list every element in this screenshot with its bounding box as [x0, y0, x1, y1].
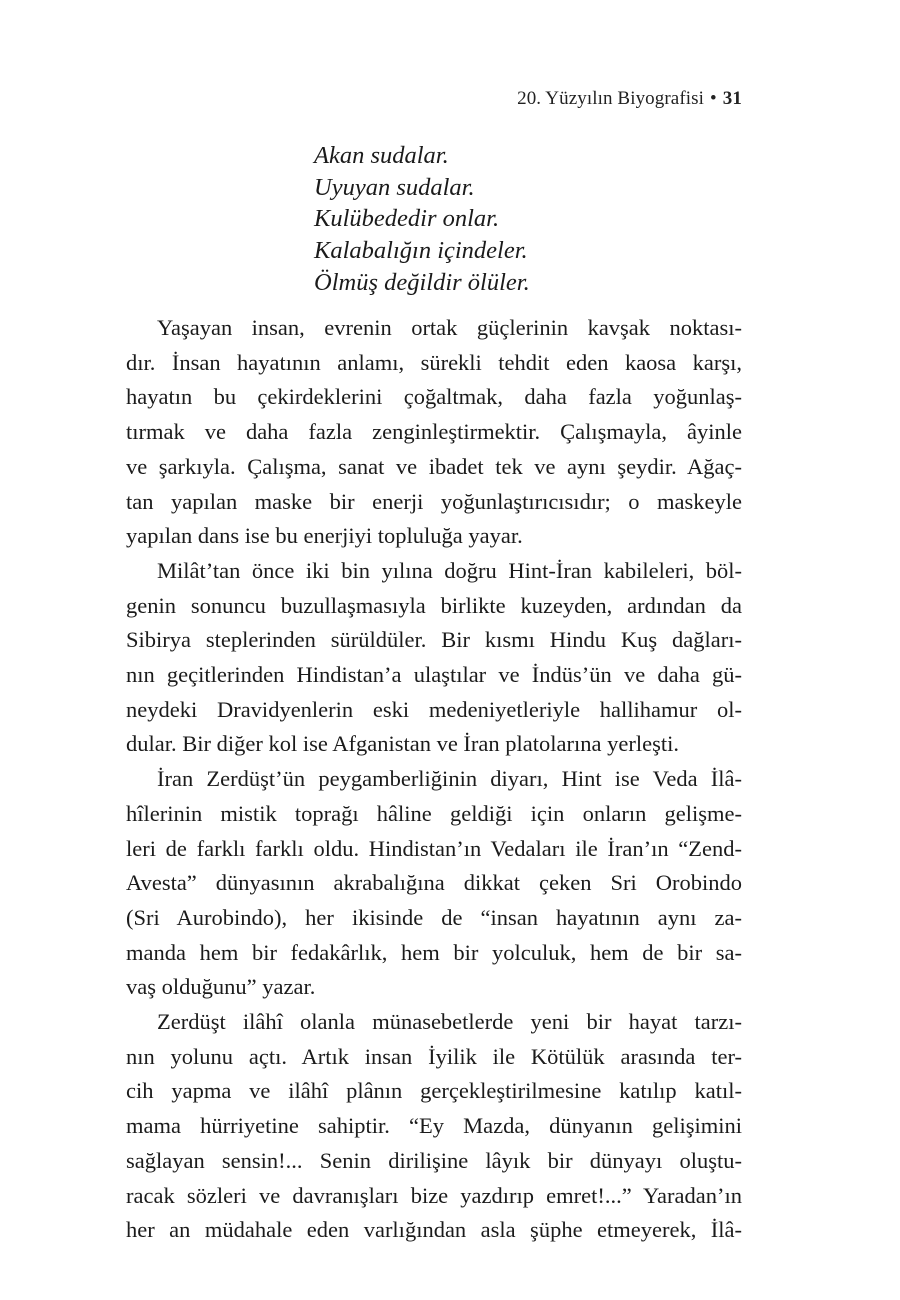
- header-separator: •: [710, 88, 717, 109]
- poem-line: Kalabalığın içindeler.: [314, 237, 528, 265]
- text-line: genin sonuncu buzullaşmasıyla birlikte kuzeyden, ardından da: [126, 592, 742, 618]
- text-line: Zerdüşt ilâhî olanla münasebetlerde yeni bir hayat tarzı-: [157, 1009, 742, 1035]
- text-line: Yaşayan insan, evrenin ortak güçlerinin kavşak noktası-: [157, 315, 742, 340]
- text-line: dular. Bir diğer kol ise Afganistan ve İran platolarına yerleşti.: [126, 731, 679, 757]
- text-line: Avesta” dünyasının akrabalığına dikkat çeken Sri Orobindo: [126, 870, 742, 896]
- poem-line: Uyuyan sudalar.: [314, 173, 475, 201]
- text-line: dır. İnsan hayatının anlamı, sürekli tehdit eden kaosa karşı,: [126, 349, 742, 375]
- running-title: 20. Yüzyılın Biyografisi: [517, 88, 705, 109]
- text-line: neydeki Dravidyenlerin eski medeniyetleriyle hallihamur ol-: [126, 696, 742, 722]
- text-line: Milât’tan önce iki bin yılına doğru Hint-İran kabileleri, böl-: [157, 557, 742, 583]
- text-line: nın yolunu açtı. Artık insan İyilik ile Kötülük arasında ter-: [126, 1043, 742, 1069]
- text-line: cih yapma ve ilâhî plânın gerçekleştirilmesine katılıp katıl-: [126, 1078, 742, 1104]
- text-line: manda hem bir fedakârlık, hem bir yolculuk, hem de bir sa-: [126, 939, 742, 965]
- running-header: [517, 88, 742, 110]
- paragraph: [126, 554, 742, 762]
- text-line: hayatın bu çekirdeklerini çoğaltmak, daha fazla yoğunlaş-: [126, 384, 742, 410]
- text-line: Sibirya steplerinden sürüldüler. Bir kısmı Hindu Kuş dağları-: [126, 627, 742, 653]
- text-line: yapılan dans ise bu enerjiyi topluluğa yayar.: [126, 523, 523, 549]
- text-line: tırmak ve daha fazla zenginleştirmektir. Çalışmayla, âyinle: [126, 419, 742, 445]
- poem-line: Akan sudalar.: [314, 142, 449, 169]
- text-line: nın geçitlerinden Hindistan’a ulaştılar ve İndüs’ün ve daha gü-: [126, 662, 742, 688]
- paragraph: [126, 311, 742, 554]
- text-line: vaş olduğunu” yazar.: [126, 974, 316, 1000]
- paragraph: [126, 762, 742, 1005]
- poem-line: Ölmüş değildir ölüler.: [314, 268, 530, 296]
- text-line: ve şarkıyla. Çalışma, sanat ve ibadet tek ve aynı şeydir. Ağaç-: [126, 453, 742, 479]
- page-number: 31: [722, 88, 742, 109]
- text-line: hîlerinin mistik toprağı hâline geldiği için onların gelişme-: [126, 800, 742, 826]
- text-line: İran Zerdüşt’ün peygamberliğinin diyarı, Hint ise Veda İlâ-: [157, 766, 742, 792]
- text-line: (Sri Aurobindo), her ikisinde de “insan hayatının aynı za-: [126, 904, 742, 930]
- text-line: mama hürriyetine sahiptir. “Ey Mazda, dünyanın gelişimini: [126, 1113, 742, 1139]
- text-line: tan yapılan maske bir enerji yoğunlaştırıcısıdır; o maskeyle: [126, 488, 742, 514]
- poem-quote: [314, 140, 530, 299]
- text-line: her an müdahale eden varlığından asla şüphe etmeyerek, İlâ-: [126, 1217, 742, 1243]
- text-line: racak sözleri ve davranışları bize yazdırıp emret!...” Yaradan’ın: [126, 1182, 742, 1208]
- text-line: sağlayan sensin!... Senin dirilişine lâyık bir dünyayı oluştu-: [126, 1147, 742, 1173]
- poem-line: Kulübededir onlar.: [314, 205, 500, 233]
- paragraph: [126, 1005, 742, 1248]
- body-text: [126, 311, 742, 1248]
- text-line: leri de farklı farklı oldu. Hindistan’ın Vedaları ile İran’ın “Zend-: [126, 835, 742, 861]
